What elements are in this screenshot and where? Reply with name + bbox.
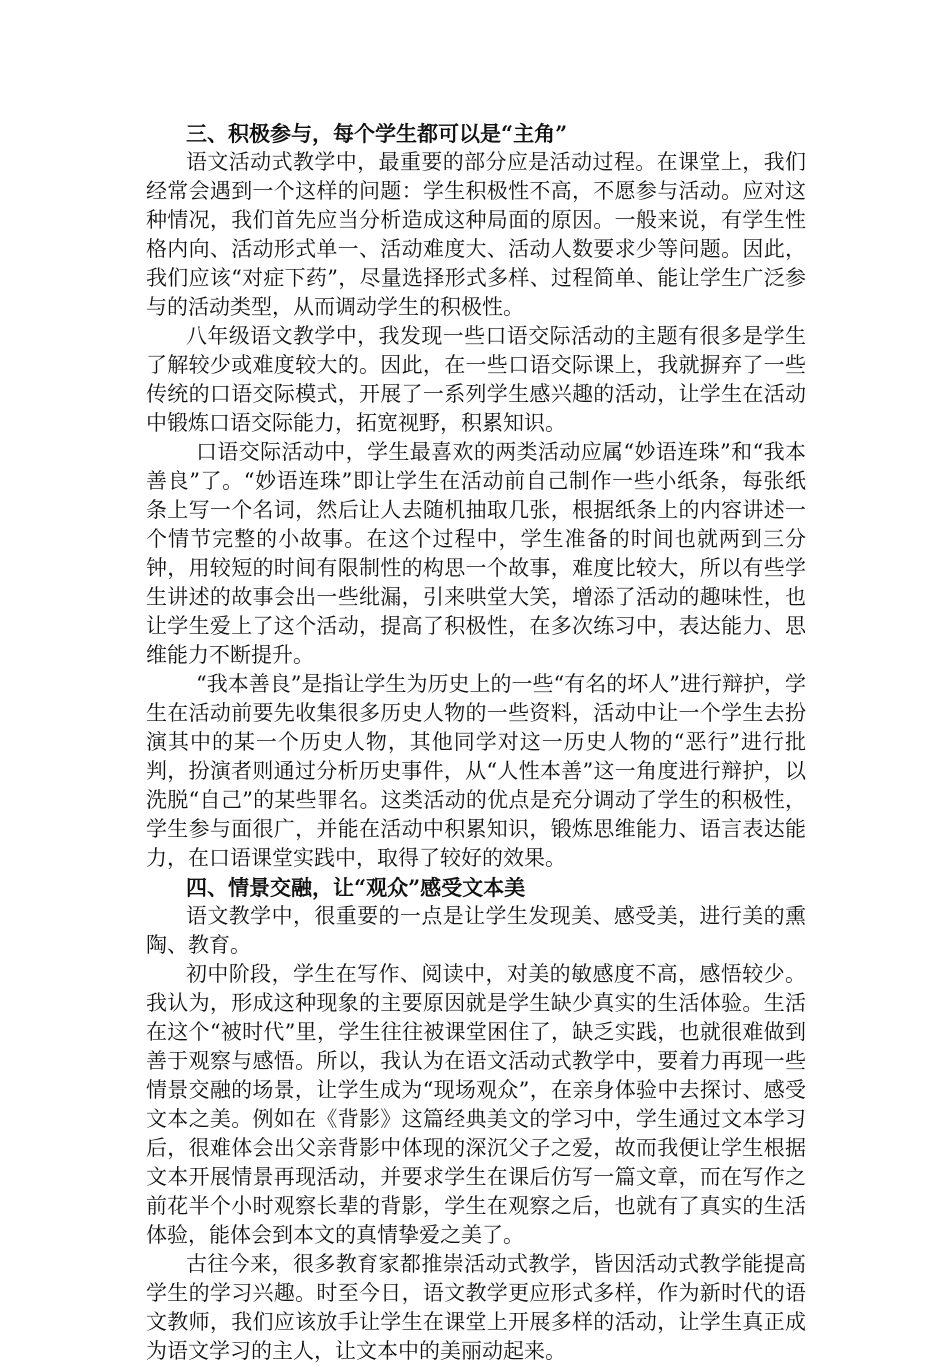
section-heading-3: 三、积极参与，每个学生都可以是“主角”	[186, 121, 568, 146]
paragraph: 语文教学中，很重要的一点是让学生发现美、感受美，进行美的熏陶、教育。	[146, 904, 806, 957]
section-heading-4: 四、情景交融，让“观众”感受文本美	[186, 875, 526, 900]
paragraph: “我本善良”是指让学生为历史上的一些“有名的坏人”进行辩护，学生在活动前要先收集很多历史人物的一些资料，活动中让一个学生去扮演其中的某一个历史人物，其他同学对这一历史人物的“恶行”进行批判，扮演者则通过分析历史事件，从“人性本善”这一角度进行辩护，以洗脱“自己”的某些罪名。这类活动的优点是充分调动了学生的积极性，学生参与面很广，并能在活动中积累知识，锻炼思维能力、语言表达能力，在口语课堂实践中，取得了较好的效果。	[146, 672, 806, 870]
paragraph: 古往今来，很多教育家都推崇活动式教学，皆因活动式教学能提高学生的学习兴趣。时至今日，语文教学更应形式多样，作为新时代的语文教师，我们应该放手让学生在课堂上开展多样的活动，让学生真正成为语文学习的主人，让文本中的美丽动起来。	[146, 1252, 806, 1363]
paragraph: 初中阶段，学生在写作、阅读中，对美的敏感度不高，感悟较少。我认为，形成这种现象的主要原因就是学生缺少真实的生活体验。生活在这个“被时代”里，学生往往被课堂困住了，缺乏实践，也就很难做到善于观察与感悟。所以，我认为在语文活动式教学中，要着力再现一些情景交融的场景，让学生成为“现场观众”，在亲身体验中去探讨、感受文本之美。例如在《背影》这篇经典美文的学习中，学生通过文本学习后，很难体会出父亲背影中体现的深沉父子之爱，故而我便让学生根据文本开展情景再现活动，并要求学生在课后仿写一篇文章，而在写作之前花半个小时观察长辈的背影，学生在观察之后，也就有了真实的生活体验，能体会到本文的真情挚爱之美了。	[146, 962, 806, 1247]
paragraph: 八年级语文教学中，我发现一些口语交际活动的主题有很多是学生了解较少或难度较大的。因此，在一些口语交际课上，我就摒弃了一些传统的口语交际模式，开展了一系列学生感兴趣的活动，让学生在活动中锻炼口语交际能力，拓宽视野，积累知识。	[146, 324, 806, 435]
document-body	[146, 119, 806, 1366]
paragraph: 语文活动式教学中，最重要的部分应是活动过程。在课堂上，我们经常会遇到一个这样的问题：学生积极性不高，不愿参与活动。应对这种情况，我们首先应当分析造成这种局面的原因。一般来说，有学生性格内向、活动形式单一、活动难度大、活动人数要求少等问题。因此，我们应该“对症下药”，尽量选择形式多样、过程简单、能让学生广泛参与的活动类型，从而调动学生的积极性。	[146, 150, 806, 319]
paragraph: 口语交际活动中，学生最喜欢的两类活动应属“妙语连珠”和“我本善良”了。“妙语连珠”即让学生在活动前自己制作一些小纸条，每张纸条上写一个名词，然后让人去随机抽取几张，根据纸条上的内容讲述一个情节完整的小故事。在这个过程中，学生准备的时间也就两到三分钟，用较短的时间有限制性的构思一个故事，难度比较大，所以有些学生讲述的故事会出一些纰漏，引来哄堂大笑，增添了活动的趣味性，也让学生爱上了这个活动，提高了积极性，在多次练习中，表达能力、思维能力不断提升。	[146, 440, 806, 667]
